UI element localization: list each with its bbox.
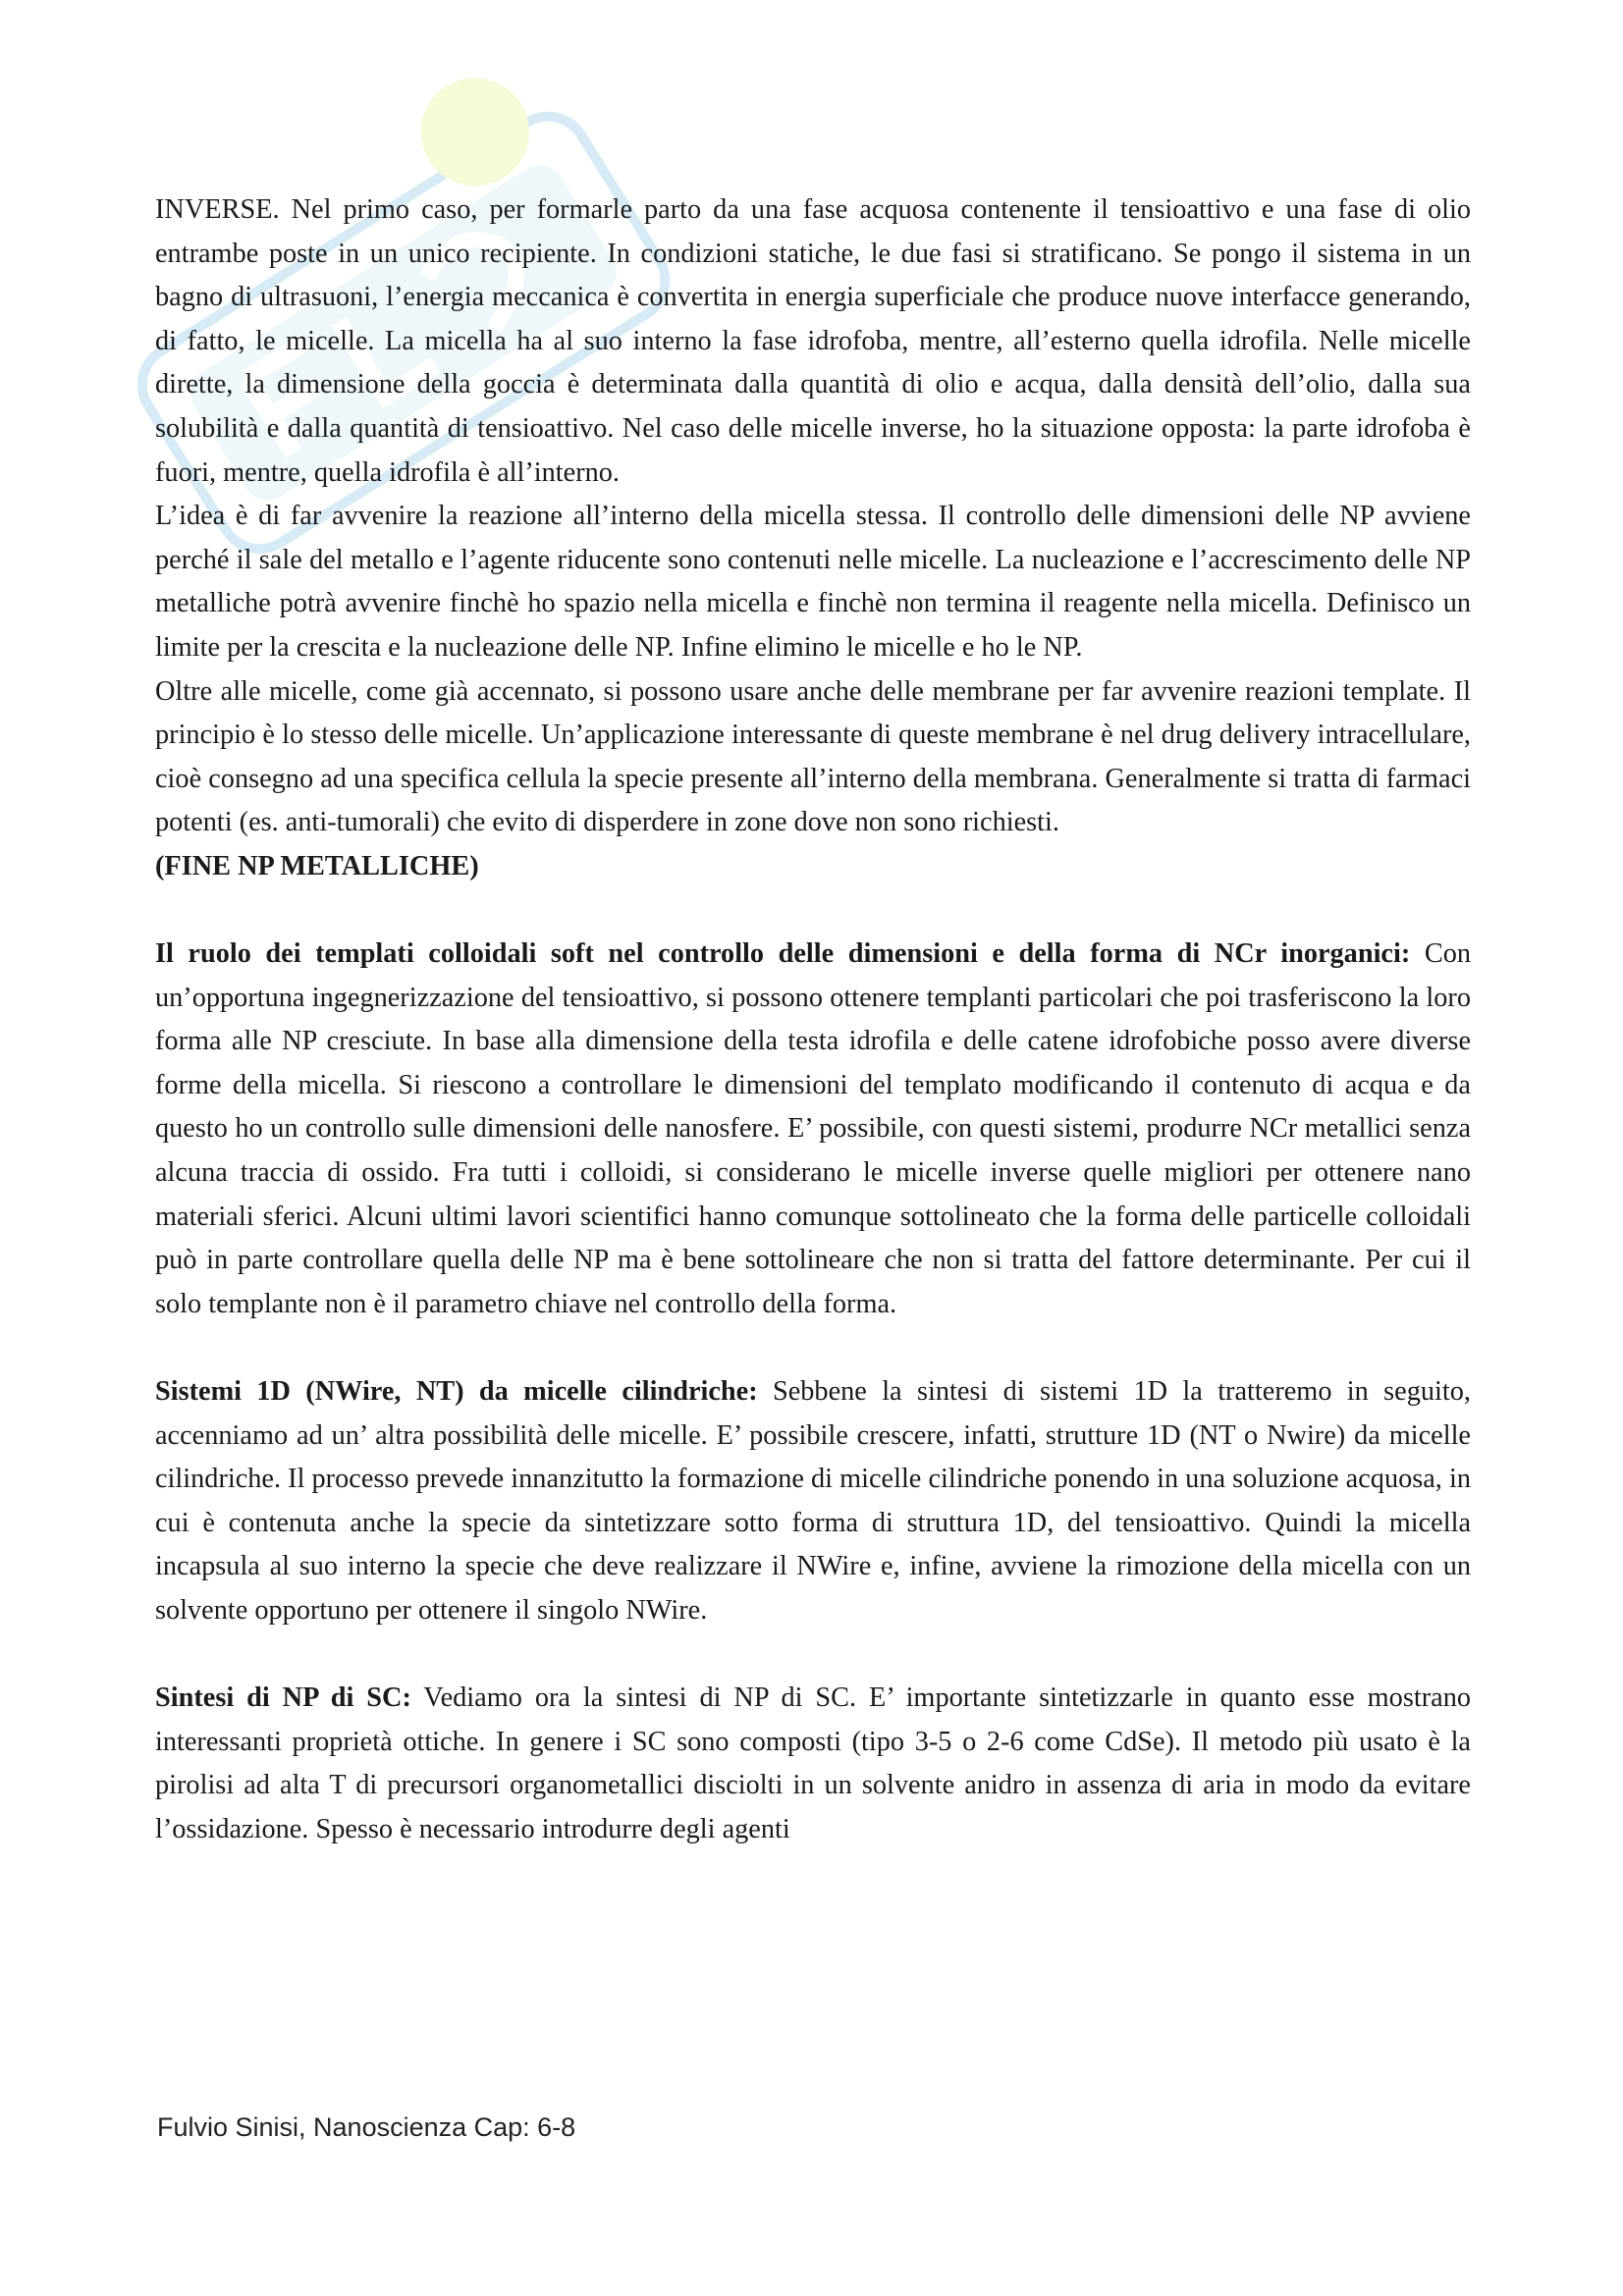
document-body [155, 188, 1471, 1852]
paragraph-reazione-micella: L’idea è di far avvenire la reazione all’interno della micella stessa. Il controllo delle dimensioni delle NP avviene perché il sale del metallo e l’agente riducente sono contenuti nelle micelle. La nucleazione e l’accrescimento delle NP metalliche potrà avvenire finchè ho spazio nella micella e finchè non termina il reagente nella micella. Definisco un limite per la crescita e la nucleazione delle NP. Infine elimino le micelle e ho le NP. [155, 501, 1471, 663]
section-heading: Sintesi di NP di SC: [155, 1682, 411, 1714]
section-heading: Sistemi 1D (NWire, NT) da micelle cilindriche: [155, 1376, 758, 1408]
section-heading: Il ruolo dei templati colloidali soft nel controllo delle dimensioni e della forma di NCr inorganici: [155, 938, 1411, 970]
end-marker-text: (FINE NP METALLICHE) [155, 850, 479, 881]
page-footer: Fulvio Sinisi, Nanoscienza Cap: 6-8 [157, 2112, 576, 2142]
section-templati-colloidali [155, 933, 1471, 1326]
section-sintesi-np-sc [155, 1677, 1471, 1851]
section-text: Sebbene la sintesi di sistemi 1D la tratteremo in seguito, accenniamo ad un’ altra possibilità delle micelle. E’ possibile crescere, infatti, strutture 1D (NT o Nwire) da micelle cilindriche. Il processo prevede innanzitutto la formazione di micelle cilindriche ponendo in una soluzione acquosa, in cui è contenuta anche la specie da sintetizzare sotto forma di struttura 1D, del tensioattivo. Quindi la micella incapsula al suo interno la specie che deve realizzare il NWire e, infine, avviene la rimozione della micella con un solvente opportuno per ottenere il singolo NWire. [155, 1376, 1471, 1626]
section-text: Con un’opportuna ingegnerizzazione del tensioattivo, si possono ottenere templanti particolari che poi trasferiscono la loro forma alle NP cresciute. In base alla dimensione della testa idrofila e delle catene idrofobiche posso avere diverse forme della micella. Si riescono a controllare le dimensioni del templato modificando il contenuto di acqua e da questo ho un controllo sulle dimensioni delle nanosfere. E’ possibile, con questi sistemi, produrre NCr metallici senza alcuna traccia di ossido. Fra tutti i colloidi, si considerano le micelle inverse quelle migliori per ottenere nano materiali sferici. Alcuni ultimi lavori scientifici hanno comunque sottolineato che la forma delle particelle colloidali può in parte controllare quella delle NP ma è bene sottolineare che non si tratta del fattore determinante. Per cui il solo templante non è il parametro chiave nel controllo della forma. [155, 938, 1472, 1319]
end-marker [155, 845, 1471, 889]
section-text: Vediamo ora la sintesi di NP di SC. E’ importante sintetizzarle in quanto esse mostrano interessanti proprietà ottiche. In genere i SC sono composti (tipo 3-5 o 2-6 come CdSe). Il metodo più usato è la pirolisi ad alta T di precursori organometallici disciolti in un solvente anidro in assenza di aria in modo da evitare l’ossidazione. Spesso è necessario introdurre degli agenti [155, 1682, 1471, 1844]
paragraph-micelle-inverse: INVERSE. Nel primo caso, per formarle parto da una fase acquosa contenente il tensioattivo e una fase di olio entrambe poste in un unico recipiente. In condizioni statiche, le due fasi si stratificano. Se pongo il sistema in un bagno di ultrasuoni, l’energia meccanica è convertita in energia superficiale che produce nuove interfacce generando, di fatto, le micelle. La micella ha al suo interno la fase idrofoba, mentre, all’esterno quella idrofila. Nelle micelle dirette, la dimensione della goccia è determinata dalla quantità di olio e acqua, dalla densità dell’olio, dalla sua solubilità e dalla quantità di tensioattivo. Nel caso delle micelle inverse, ho la situazione opposta: la parte idrofoba è fuori, mentre, quella idrofila è all’interno. [155, 194, 1471, 488]
spacer [155, 889, 1471, 934]
section-sistemi-1d [155, 1370, 1471, 1633]
spacer [155, 1633, 1471, 1678]
paragraph-membrane: Oltre alle micelle, come già accennato, si possono usare anche delle membrane per far avvenire reazioni template. Il principio è lo stesso delle micelle. Un’applicazione interessante di queste membrane è nel drug delivery intracellulare, cioè consegno ad una specifica cellula la specie presente all’interno della membrana. Generalmente si tratta di farmaci potenti (es. anti-tumorali) che evito di disperdere in zone dove non sono richiesti. [155, 675, 1471, 838]
spacer [155, 1326, 1471, 1370]
